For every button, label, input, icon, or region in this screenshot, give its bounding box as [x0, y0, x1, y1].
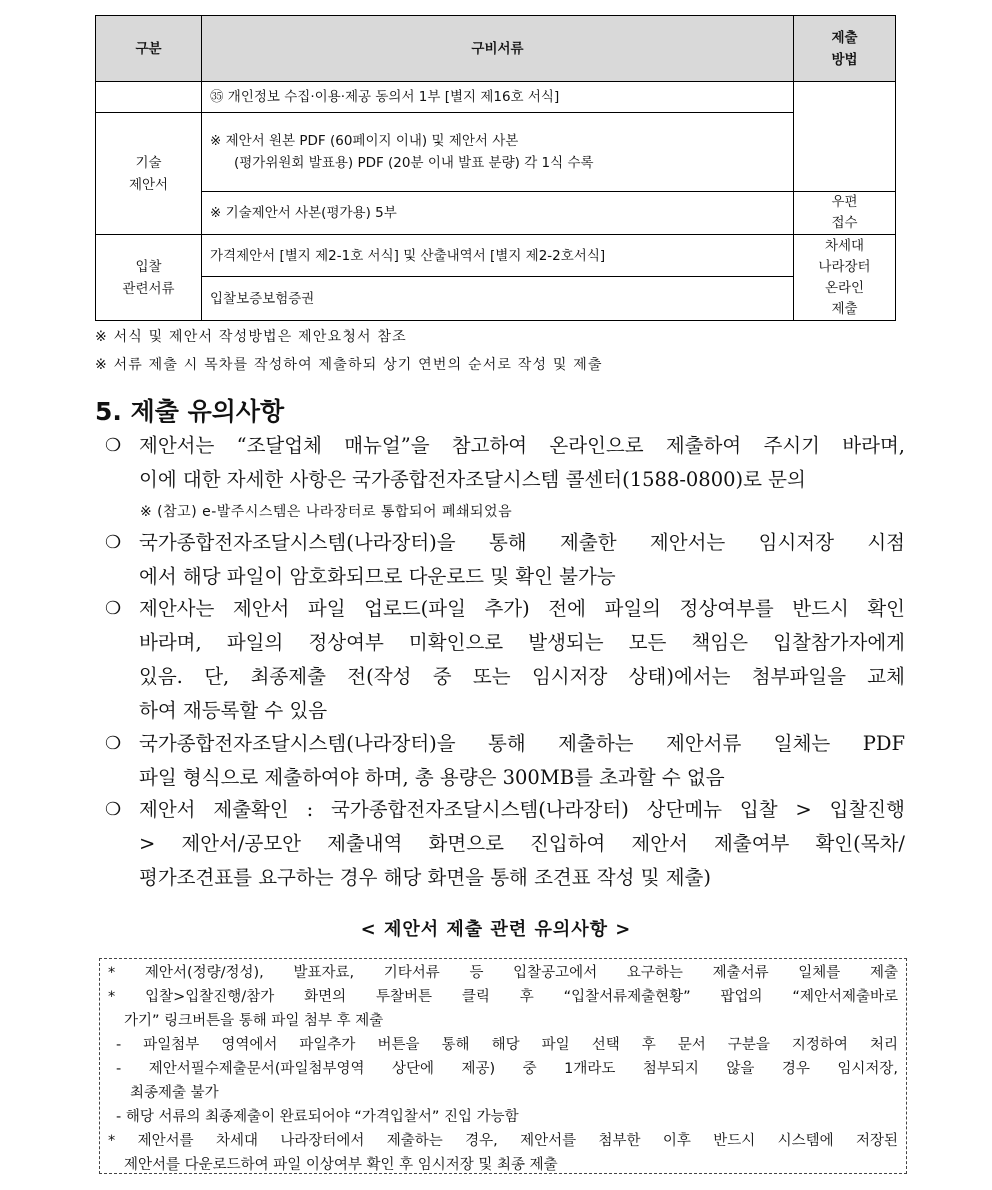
document-item — [202, 113, 794, 192]
bullet-item — [105, 793, 905, 895]
required-documents-table — [95, 15, 896, 321]
reference-note: ※ (참고) e-발주시스템은 나라장터로 통합되어 폐쇄되었음 — [140, 504, 513, 520]
bullet-line: 이에 대한 자세한 사항은 국가종합전자조달시스템 콜센터(1588-0800)로 문의 — [139, 468, 806, 491]
caution-line: - 제안서필수제출문서(파일첨부영역 상단에 제공) 중 1개라도 첨부되지 않을 경우 임시저장, — [116, 1061, 898, 1077]
bullet-line: 바라며, 파일의 정상여부 미확인으로 발생되는 모든 책임은 입찰참가자에게 — [139, 631, 905, 654]
category-line: 기술 — [135, 154, 162, 171]
bullet-line: 국가종합전자조달시스템(나라장터)을 통해 제출한 제안서는 임시저장 시점 — [139, 531, 905, 554]
document-item: ※ 기술제안서 사본(평가용) 5부 — [202, 192, 794, 235]
table-row — [96, 82, 896, 113]
category-line: 입찰 — [135, 258, 162, 275]
table-header-row — [96, 16, 896, 82]
table-row — [96, 192, 896, 235]
caution-box-title: < 제안서 제출 관련 유의사항 > — [360, 919, 632, 940]
method-line: 온라인 — [824, 279, 865, 296]
bullet-line: 평가조견표를 요구하는 경우 해당 화면을 통해 조견표 작성 및 제출) — [139, 866, 711, 889]
bullet-line: 제안서 제출확인 : 국가종합전자조달시스템(나라장터) 상단메뉴 입찰 > 입찰진행 — [139, 798, 905, 821]
method-cell-empty — [794, 82, 896, 192]
method-line: 나라장터 — [818, 258, 871, 275]
document-item: ㉟ 개인정보 수집·이용·제공 동의서 1부 [별지 제16호 서식] — [202, 82, 794, 113]
header-method — [794, 16, 896, 82]
caution-line: 최종제출 불가 — [130, 1085, 219, 1101]
bullet-line: 국가종합전자조달시스템(나라장터)을 통해 제출하는 제안서류 일체는 PDF — [139, 732, 905, 755]
bullet-circle-icon: ❍ — [105, 799, 122, 820]
category-cell — [96, 113, 202, 235]
method-line: 차세대 — [824, 237, 865, 254]
caution-line: - 해당 서류의 최종제출이 완료되어야 “가격입찰서” 진입 가능함 — [116, 1109, 519, 1125]
bullet-line: 있음. 단, 최종제출 전(작성 중 또는 임시저장 상태)에서는 첨부파일을 교체 — [139, 665, 905, 688]
category-cell-empty — [96, 82, 202, 113]
category-line: 관련서류 — [122, 280, 175, 297]
table-row — [96, 235, 896, 277]
bullet-item — [105, 429, 905, 497]
caution-line: * 제안서를 차세대 나라장터에서 제출하는 경우, 제안서를 첨부한 이후 반드시 시스템에 저장된 — [108, 1133, 898, 1149]
caution-line: - 파일첨부 영역에서 파일추가 버튼을 통해 해당 파일 선택 후 문서 구분을 지정하여 처리 — [116, 1037, 898, 1053]
category-line: 제안서 — [128, 176, 169, 193]
header-category: 구분 — [96, 16, 202, 82]
bullet-line: 하여 재등록할 수 있음 — [139, 699, 328, 722]
category-cell — [96, 235, 202, 321]
caution-line: 제안서를 다운로드하여 파일 이상여부 확인 후 임시저장 및 최종 제출 — [124, 1157, 558, 1173]
method-cell — [794, 192, 896, 235]
table-row — [96, 113, 896, 192]
caution-line: * 입찰>입찰진행/참가 화면의 투찰버튼 클릭 후 “입찰서류제출현황” 팝업의 “제안서제출바로 — [108, 989, 898, 1005]
bullet-item — [105, 592, 905, 728]
caution-box — [99, 958, 907, 1174]
document-item-line: (평가위원회 발표용) PDF (20분 이내 발표 분량) 각 1식 수록 — [234, 155, 594, 171]
note-line: ※ 서류 제출 시 목차를 작성하여 제출하되 상기 연번의 순서로 작성 및 제출 — [95, 357, 603, 373]
bullet-line: 제안사는 제안서 파일 업로드(파일 추가) 전에 파일의 정상여부를 반드시 확인 — [139, 597, 905, 620]
header-documents: 구비서류 — [202, 16, 794, 82]
document-item-line: ※ 제안서 원본 PDF (60페이지 이내) 및 제안서 사본 — [210, 133, 519, 149]
bullet-circle-icon: ❍ — [105, 733, 122, 754]
bullet-circle-icon: ❍ — [105, 435, 122, 456]
header-method-line: 제출 — [831, 29, 858, 46]
section-title: 5. 제출 유의사항 — [95, 397, 285, 426]
bullet-line: 파일 형식으로 제출하여야 하며, 총 용량은 300MB를 초과할 수 없음 — [139, 766, 725, 789]
document-item: 입찰보증보험증권 — [202, 277, 794, 321]
bullet-line: 제안서는 “조달업체 매뉴얼”을 참고하여 온라인으로 제출하여 주시기 바라며, — [139, 434, 905, 457]
caution-line: 가기” 링크버튼을 통해 파일 첨부 후 제출 — [124, 1013, 384, 1029]
bullet-circle-icon: ❍ — [105, 598, 122, 619]
document-item: 가격제안서 [별지 제2-1호 서식] 및 산출내역서 [별지 제2-2호서식] — [202, 235, 794, 277]
note-line: ※ 서식 및 제안서 작성방법은 제안요청서 참조 — [95, 329, 407, 345]
method-line: 우편 — [831, 194, 858, 210]
bullet-line: 에서 해당 파일이 암호화되므로 다운로드 및 확인 불가능 — [139, 565, 616, 588]
caution-line: * 제안서(정량/정성), 발표자료, 기타서류 등 입찰공고에서 요구하는 제출서류 일체를 제출 — [108, 965, 898, 981]
bullet-circle-icon: ❍ — [105, 532, 122, 553]
header-method-line: 방법 — [831, 51, 858, 68]
method-line: 접수 — [831, 215, 858, 231]
method-line: 제출 — [831, 300, 858, 317]
table-row — [96, 277, 896, 321]
bullet-item — [105, 526, 905, 594]
bullet-line: > 제안서/공모안 제출내역 화면으로 진입하여 제안서 제출여부 확인(목차/ — [139, 832, 905, 855]
method-cell — [794, 235, 896, 321]
bullet-item — [105, 727, 905, 795]
